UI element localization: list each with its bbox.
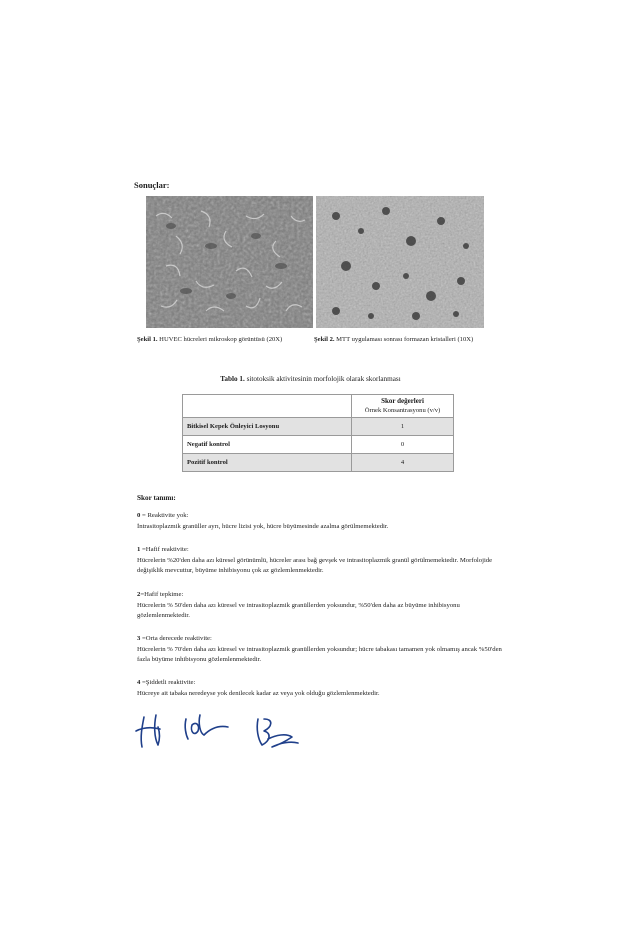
handwritten-signatures-icon [130,705,310,755]
definition-heading: 2=Hafif tepkime: [137,591,184,598]
definition-heading: 0 = Reaktivite yok: [137,512,189,519]
header-cell: Skor değerleri Örnek Konsantrasyonu (v/v) [352,395,454,418]
definition-text: Hücreye ait tabaka neredeyse yok denilecek kadar az veya yok olduğu gözlemlenmektedir. [137,689,380,697]
definition-heading: 4 =Şiddetli reaktivite: [137,679,196,686]
definition-3 [137,634,509,666]
definition-text: Hücrelerin % 50'den daha azı küresel ve intrasitoplazmik granüllerden yoksundur, %50'den daha az büyüme inhibisyonu gözlemlenmektedir. [137,601,460,620]
section-title: Sonuçlar: [134,180,170,190]
definition-4 [137,678,509,699]
signatures [130,705,310,755]
definition-text: Hücrelerin % 70'den daha azı küresel ve intrasitoplazmik granüllerden yoksundur; hücre tabakası tamamen yok olmamış ancak %50'den fazla büyüme inhibisyonu gözlemlenmektedir. [137,645,502,664]
definition-2 [137,590,509,622]
definition-1 [137,545,509,577]
table-row: Bitkisel Kepek Önleyici Losyonu 1 [183,418,454,436]
figure-1-image [146,196,313,328]
table-row: Pozitif kontrol 4 [183,454,454,472]
definition-heading: 1 =Hafif reaktivite: [137,546,189,553]
cell-micrograph-icon [146,196,313,328]
figure-1-caption: Şekil 1. HUVEC hücreleri mikroskop görüntüsü (20X) [137,336,283,343]
definition-heading: 3 =Orta derecede reaktivite: [137,635,212,642]
table-header-row [183,395,454,418]
score-table [182,394,454,472]
table-row: Negatif kontrol 0 [183,436,454,454]
table-title: Tablo 1. sitotoksik aktivitesinin morfolojik olarak skorlanması [220,375,401,383]
definitions-title: Skor tanımı: [137,494,176,502]
definition-0 [137,511,509,532]
crystal-micrograph-icon [316,196,484,328]
figure-2-caption: Şekil 2. MTT uygulaması sonrası formazan kristalleri (10X) [314,336,474,343]
definition-text: Hücrelerin %20'den daha azı küresel görünümlü, hücreler arası bağ gevşek ve intrasitoplazmik granül görülmemektedir. Morfolojide değişiklik mevcuttur, büyüme inhibisyonu çok az gözlemlenmektedir. [137,556,493,575]
definition-text: İntrasitoplazmik granüller ayrı, hücre lizisi yok, hücre büyümesinde azalma görülmemektedir. [137,522,389,530]
header-empty-cell [183,395,352,418]
figure-2-image [316,196,484,328]
